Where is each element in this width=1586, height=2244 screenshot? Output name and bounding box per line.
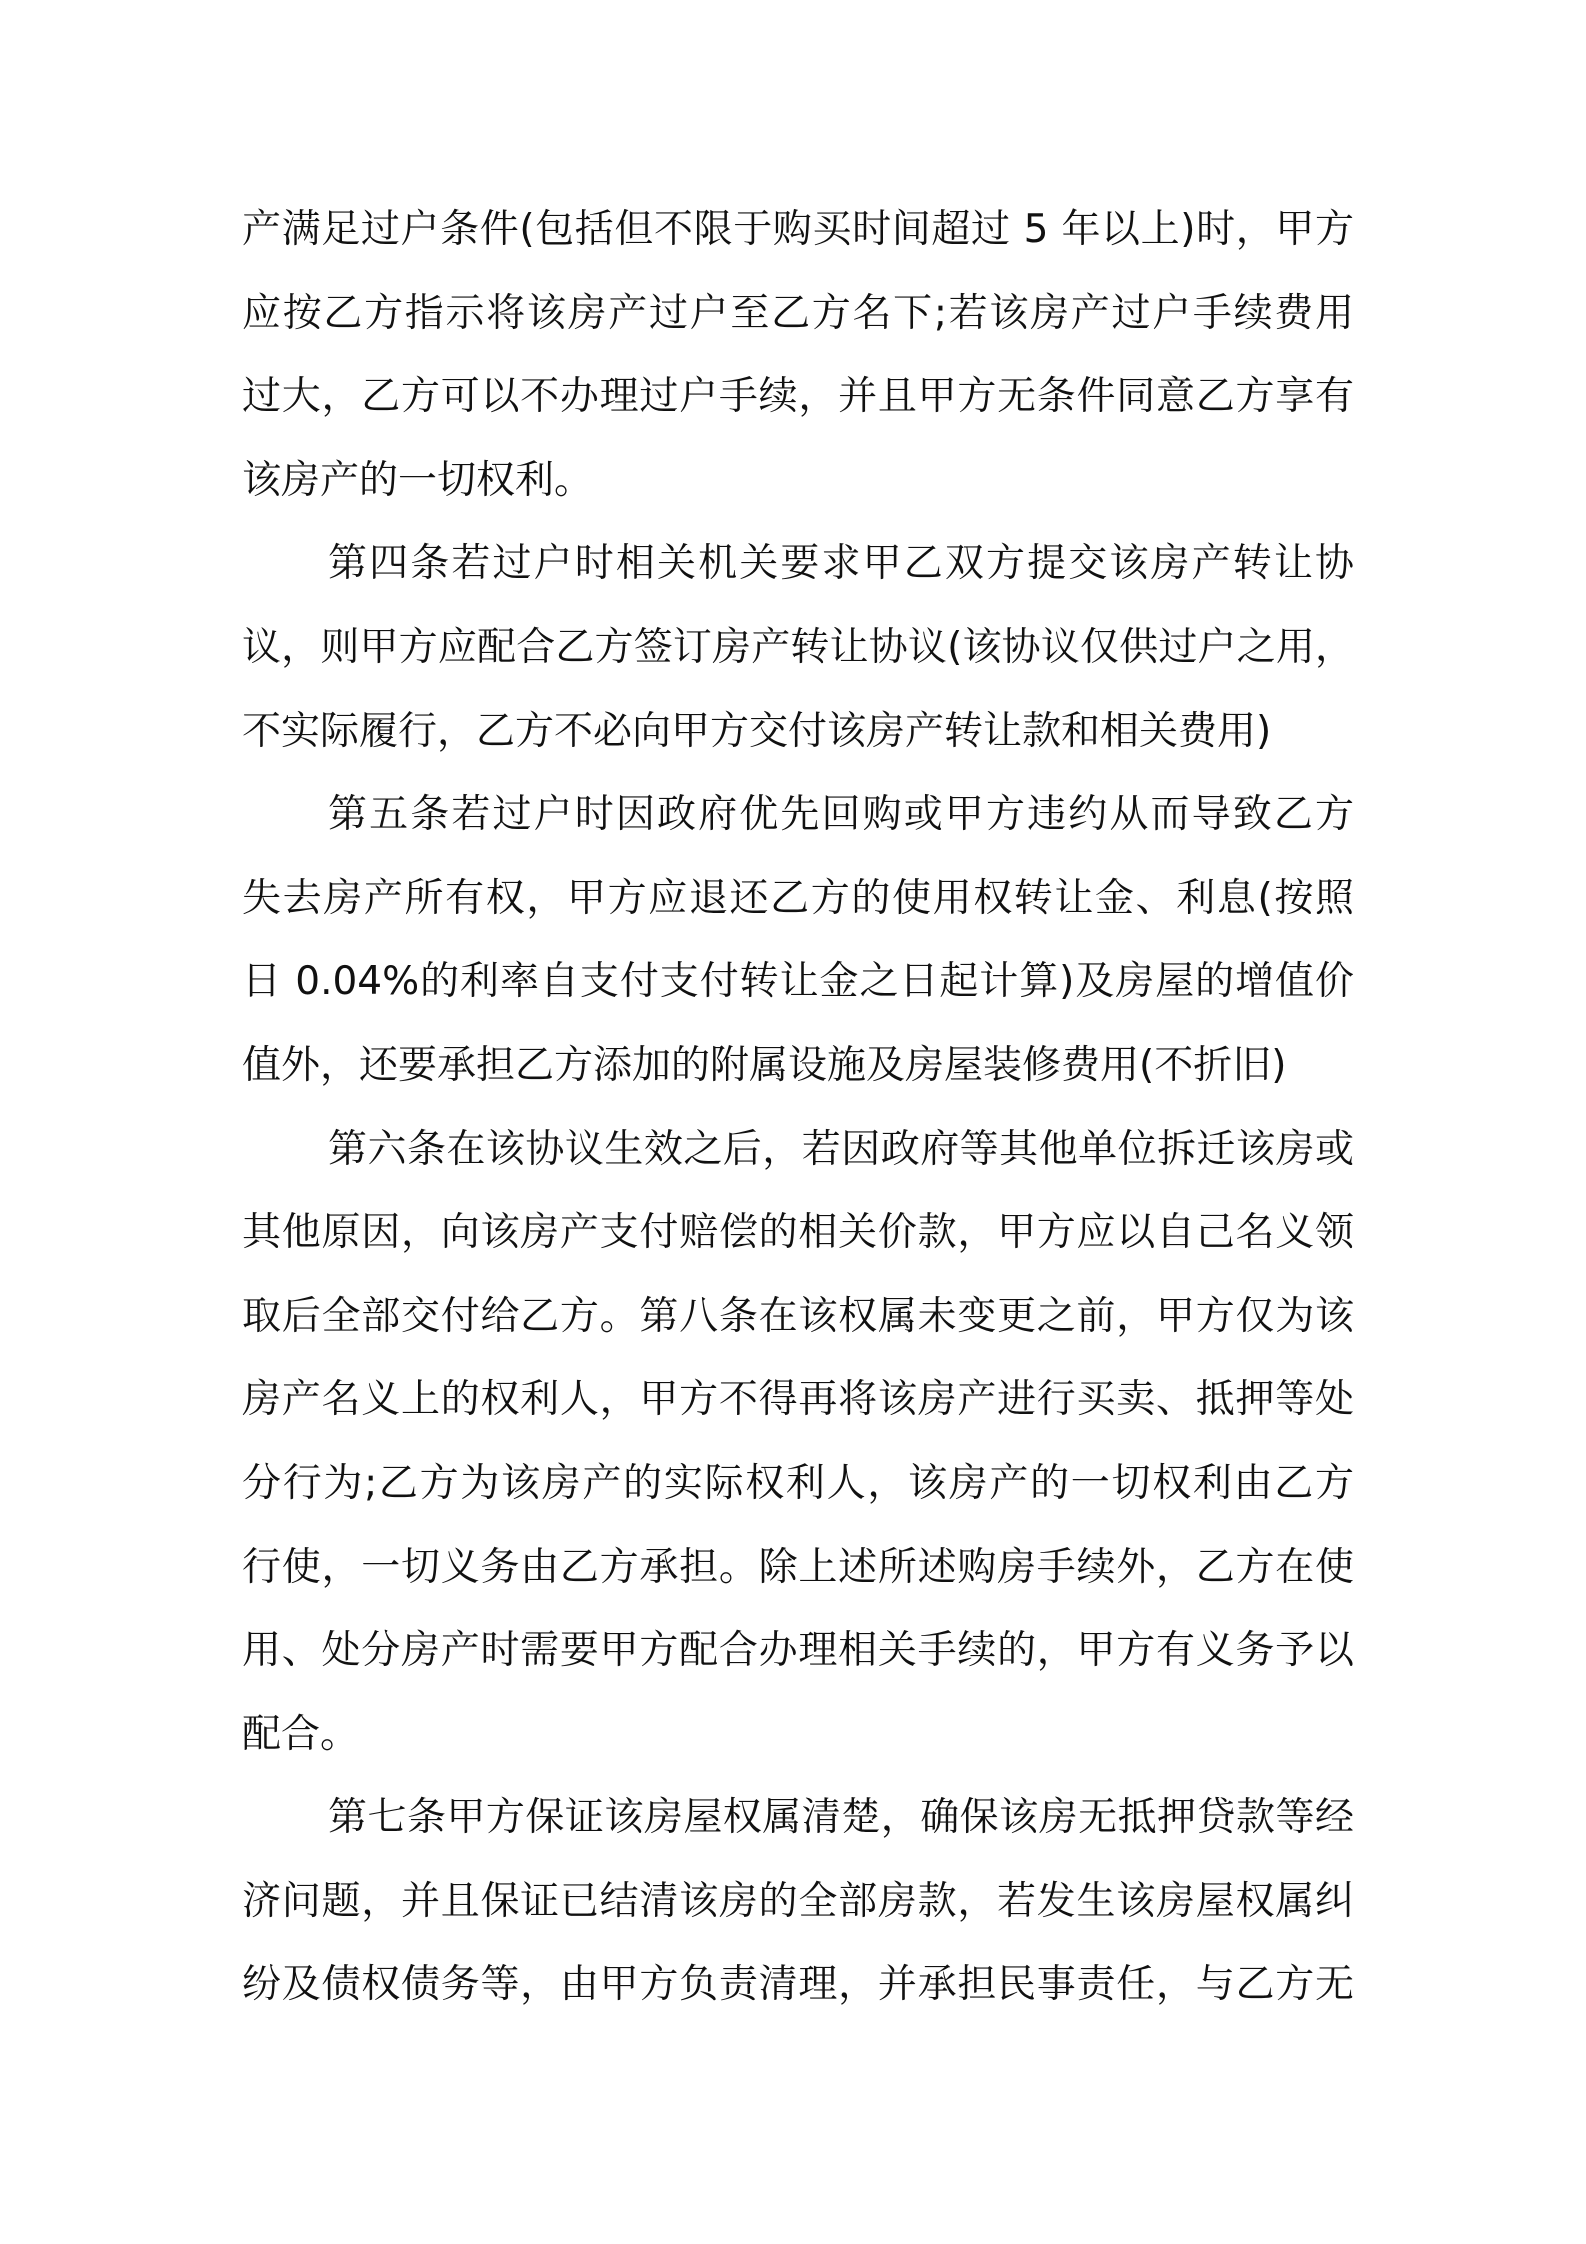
text-line: 失去房产所有权，甲方应退还乙方的使用权转让金、利息(按照 (242, 875, 1354, 921)
text-line: 第七条甲方保证该房屋权属清楚，确保该房无抵押贷款等经 (328, 1795, 1354, 1841)
text-line: 过大，乙方可以不办理过户手续，并且甲方无条件同意乙方享有 (242, 374, 1354, 420)
text-line: 房产名义上的权利人，甲方不得再将该房产进行买卖、抵押等处 (242, 1377, 1354, 1423)
text-line: 纷及债权债务等，由甲方负责清理，并承担民事责任，与乙方无 (242, 1962, 1354, 2008)
text-line: 配合。 (242, 1711, 360, 1757)
text-line: 该房产的一切权利。 (242, 457, 594, 503)
text-line: 值外，还要承担乙方添加的附属设施及房屋装修费用(不折旧) (242, 1042, 1287, 1088)
text-line: 不实际履行，乙方不必向甲方交付该房产转让款和相关费用) (242, 708, 1272, 754)
paragraph-article-4 (242, 522, 1354, 773)
paragraph-article-7 (242, 1776, 1354, 2027)
text-line: 其他原因，向该房产支付赔偿的相关价款，甲方应以自己名义领 (242, 1210, 1354, 1256)
text-line: 日 0.04%的利率自支付支付转让金之日起计算)及房屋的增值价 (242, 959, 1354, 1005)
text-line: 第五条若过户时因政府优先回购或甲方违约从而导致乙方 (328, 792, 1354, 838)
paragraph-article-6 (242, 1108, 1354, 1777)
text-line: 分行为;乙方为该房产的实际权利人，该房产的一切权利由乙方 (242, 1460, 1354, 1506)
text-line: 用、处分房产时需要甲方配合办理相关手续的，甲方有义务予以 (242, 1628, 1354, 1674)
text-line: 济问题，并且保证已结清该房的全部房款，若发生该房屋权属纠 (242, 1878, 1354, 1924)
text-line: 议，则甲方应配合乙方签订房产转让协议(该协议仅供过户之用， (242, 624, 1354, 670)
text-line: 产满足过户条件(包括但不限于购买时间超过 5 年以上)时，甲方 (242, 207, 1354, 252)
text-line: 第四条若过户时相关机关要求甲乙双方提交该房产转让协 (328, 541, 1354, 587)
text-line: 应按乙方指示将该房产过户至乙方名下;若该房产过户手续费用 (242, 290, 1354, 336)
text-line: 取后全部交付给乙方。第八条在该权属未变更之前，甲方仅为该 (242, 1293, 1354, 1339)
paragraph-transfer-conditions (242, 188, 1354, 522)
text-line: 第六条在该协议生效之后，若因政府等其他单位拆迁该房或 (328, 1126, 1354, 1172)
document-body (242, 188, 1354, 2027)
text-line: 行使，一切义务由乙方承担。除上述所述购房手续外，乙方在使 (242, 1544, 1354, 1590)
paragraph-article-5 (242, 773, 1354, 1107)
